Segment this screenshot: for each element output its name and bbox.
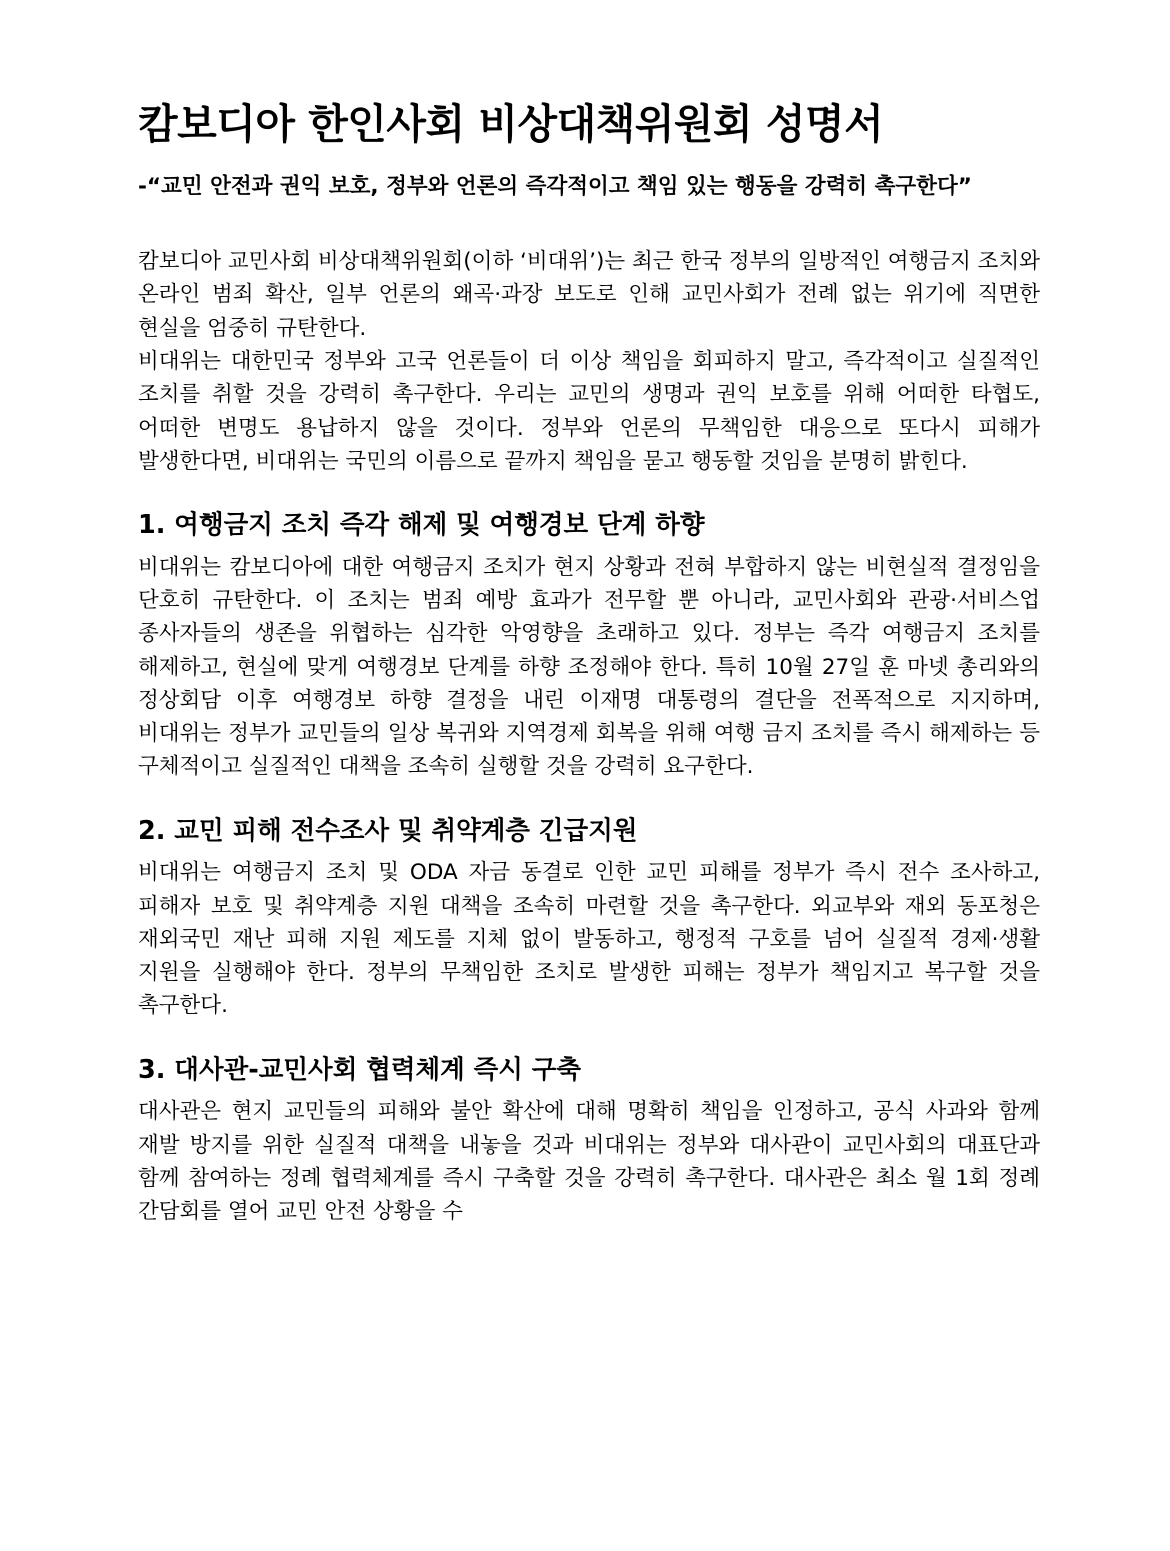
section-1-body: 비대위는 캄보디아에 대한 여행금지 조치가 현지 상황과 전혀 부합하지 않는 비현실적 결정임을 단호히 규탄한다. 이 조치는 범죄 예방 효과가 전무할 뿐 아니라, 교민사회와 관광·서비스업 종사자들의 생존을 위협하는 심각한 악영향을 초래하고 있다. 정부는 즉각 여행금지 조치를 해제하고, 현실에 맞게 여행경보 단계를 하향 조정해야 한다. 특히 10월 27일 훈 마넷 총리와의 정상회담 이후 여행경보 하향 결정을 내린 이재명 대통령의 결단을 전폭적으로 지지하며, 비대위는 정부가 교민들의 일상 복귀와 지역경제 회복을 위해 여행 금지 조치를 즉시 해제하는 등 구체적이고 실질적인 대책을 조속히 실행할 것을 강력히 요구한다. bbox=[138, 554, 1040, 780]
section-1 bbox=[138, 508, 1040, 784]
section-1-heading: 1. 여행금지 조치 즉각 해제 및 여행경보 단계 하향 bbox=[138, 510, 705, 541]
intro-paragraph-2: 비대위는 대한민국 정부와 고국 언론들이 더 이상 책임을 회피하지 말고, 즉각적이고 실질적인 조치를 취할 것을 강력히 촉구한다. 우리는 교민의 생명과 권익 보호를 위해 어떠한 타협도, 어떠한 변명도 용납하지 않을 것이다. 정부와 언론의 무책임한 대응으로 또다시 피해가 발생한다면, 비대위는 국민의 이름으로 끝까지 책임을 묻고 행동할 것임을 분명히 밝힌다. bbox=[138, 348, 1040, 474]
section-3 bbox=[138, 1053, 1040, 1229]
section-2 bbox=[138, 814, 1040, 1023]
section-3-heading: 3. 대사관-교민사회 협력체계 즉시 구축 bbox=[138, 1054, 582, 1085]
section-2-body: 비대위는 여행금지 조치 및 ODA 자금 동결로 인한 교민 피해를 정부가 즉시 전수 조사하고, 피해자 보호 및 취약계층 지원 대책을 조속히 마련할 것을 촉구한다. 외교부와 재외 동포청은 재외국민 재난 피해 지원 제도를 지체 없이 발동하고, 행정적 구호를 넘어 실질적 경제·생활 지원을 실행해야 한다. 정부의 무책임한 조치로 발생한 피해는 정부가 책임지고 복구할 것을 촉구한다. bbox=[138, 860, 1040, 1019]
section-2-heading: 2. 교민 피해 전수조사 및 취약계층 긴급지원 bbox=[138, 815, 638, 846]
document-title: 캄보디아 한인사회 비상대책위원회 성명서 bbox=[138, 100, 884, 148]
intro-paragraph-1: 캄보디아 교민사회 비상대책위원회(이하 ‘비대위’)는 최근 한국 정부의 일방적인 여행금지 조치와 온라인 범죄 확산, 일부 언론의 왜곡·과장 보도로 인해 교민사회가 전례 없는 위기에 직면한 현실을 엄중히 규탄한다. bbox=[138, 249, 1040, 341]
document-subtitle: -“교민 안전과 권익 보호, 정부와 언론의 즉각적이고 책임 있는 행동을 강력히 촉구한다” bbox=[138, 174, 972, 200]
section-3-body: 대사관은 현지 교민들의 피해와 불안 확산에 대해 명확히 책임을 인정하고, 공식 사과와 함께 재발 방지를 위한 실질적 대책을 내놓을 것과 비대위는 정부와 대사관이 교민사회의 대표단과 함께 참여하는 정례 협력체계를 즉시 구축할 것을 강력히 촉구한다. 대사관은 최소 월 1회 정례 간담회를 열어 교민 안전 상황을 수 bbox=[138, 1099, 1040, 1225]
